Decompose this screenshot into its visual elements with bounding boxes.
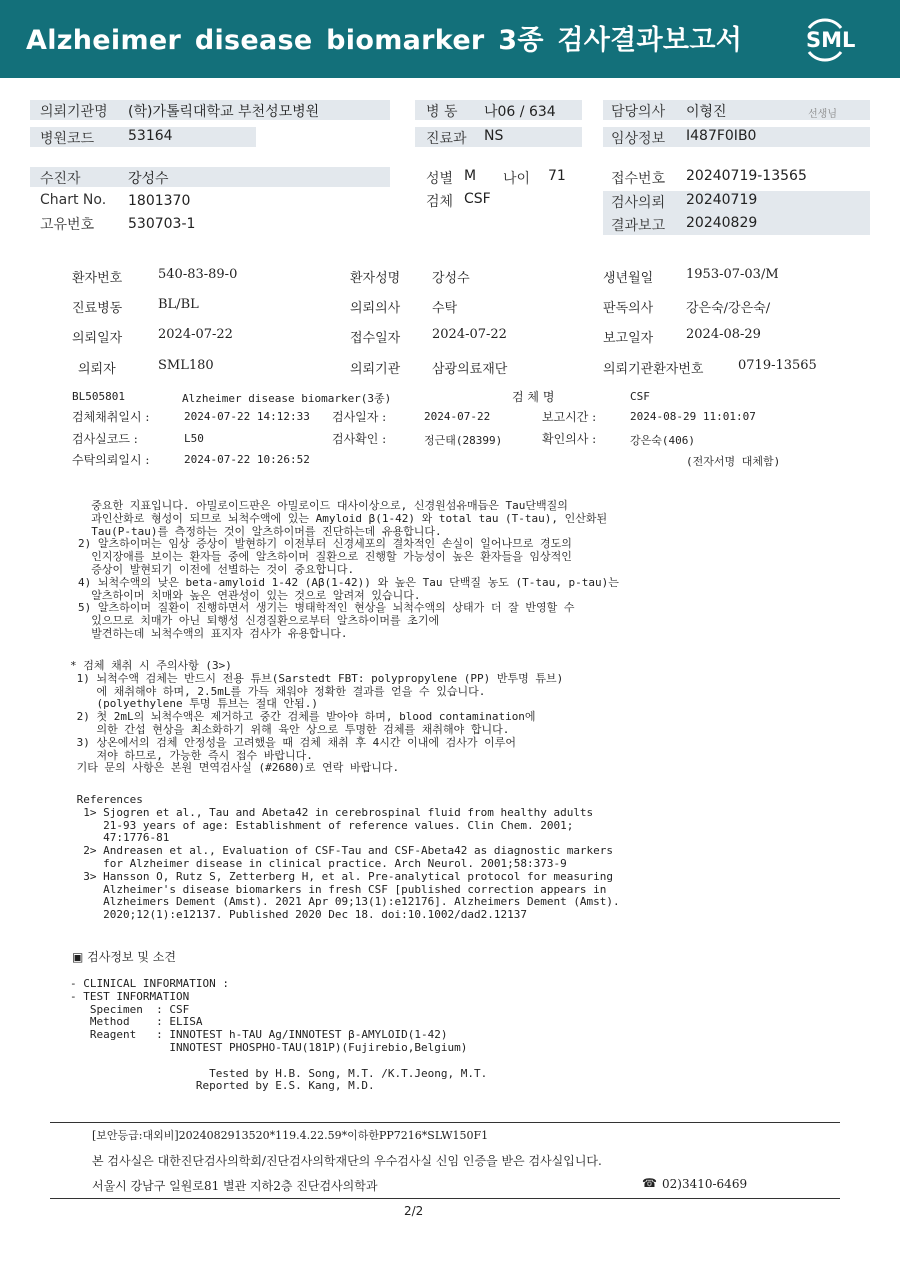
specimen-name-value: CSF xyxy=(630,390,650,403)
uid-value: 530703-1 xyxy=(128,216,196,232)
certification-text: 본 검사실은 대한진단검사의학회/진단검사의학재단의 우수검사실 신임 인증을 받은 검사실입니다. xyxy=(92,1154,602,1168)
age-value: 71 xyxy=(548,168,566,184)
report-time-label: 보고시간 : xyxy=(542,410,597,424)
confirm-label: 검사확인 : xyxy=(332,432,387,446)
pt-value: SML180 xyxy=(158,358,214,373)
specimen-name-label: 검 체 명 xyxy=(512,390,555,404)
test-date-label: 검사일자 : xyxy=(332,410,387,424)
collect-value: 2024-07-22 14:12:33 xyxy=(184,410,310,423)
confirm-doc-value: 강은숙(406) xyxy=(630,434,695,447)
pt-label: 진료병동 xyxy=(72,301,123,316)
specimen-label: 검체 xyxy=(426,194,454,210)
pt-value: 2024-08-29 xyxy=(686,327,761,342)
patient-label: 수진자 xyxy=(40,171,81,187)
patient-value: 강성수 xyxy=(128,171,169,187)
pt-label: 환자성명 xyxy=(350,271,401,286)
pt-value: 540-83-89-0 xyxy=(158,267,238,282)
pt-value: 삼광의료재단 xyxy=(432,362,508,377)
hosp-code-label: 병원코드 xyxy=(40,131,95,147)
ward-value: 나06 / 634 xyxy=(484,104,556,120)
pt-value: 2024-07-22 xyxy=(158,327,233,342)
report-title: Alzheimer disease biomarker 3종 검사결과보고서 xyxy=(26,25,743,56)
pt-label: 의뢰의사 xyxy=(350,301,401,316)
pt-label: 접수일자 xyxy=(350,331,401,346)
dept-label: 진료과 xyxy=(426,131,467,147)
pt-value: 강은숙/강은숙/ xyxy=(686,301,771,316)
chart-value: 1801370 xyxy=(128,193,191,209)
report-date-label: 결과보고 xyxy=(611,218,666,234)
sex-label: 성별 xyxy=(426,171,454,187)
patient-box xyxy=(30,167,390,187)
test-code: BL505801 xyxy=(72,390,125,403)
pt-value: 2024-07-22 xyxy=(432,327,507,342)
confirm-value: 정근태(28399) xyxy=(424,434,503,447)
pt-value: 0719-13565 xyxy=(738,358,817,373)
uid-label: 고유번호 xyxy=(40,217,95,233)
report-time-value: 2024-08-29 11:01:07 xyxy=(630,410,756,423)
specimen-caution-paragraph: * 검체 채취 시 주의사항 (3>) 1) 뇌척수액 검체는 반드시 전용 튜브(Sarstedt FBT: polypropylene (PP) 반투명 튜브) 에 채취해야 하며, 2.5mL를 가득 채워야 정확한 결과를 얻을 수 있습니다. (polyethylene 투명 튜브는 절대 안됨.) 2) 첫 2mL의 뇌척수액은 제거하고 중간 검체를 받아야 하며, blood contamination에 의한 간섭 현상을 최소화하기 위해 육안 상으로 투명한 검체를 채취해야 합니다. 3) 상온에서의 검체 안정성을 고려했을 때 검체 채취 후 4시간 이내에 검사가 이루어 져야 하므로, 가능한 즉시 접수 바랍니다. 기타 문의 사항은 본원 면역검사실 (#2680)로 연락 바랍니다. xyxy=(70,659,564,775)
pt-value: 수탁 xyxy=(432,301,458,316)
doctor-label: 담당의사 xyxy=(611,104,666,120)
req-org-label: 의뢰기관명 xyxy=(40,104,108,120)
clinical-label: 임상정보 xyxy=(611,131,666,147)
security-line: [보안등급:대외비]2024082913520*119.4.22.59*이하한PP7216*SLW150F1 xyxy=(92,1129,489,1142)
report-header xyxy=(0,0,900,78)
pt-label: 의뢰일자 xyxy=(72,331,123,346)
lab-code-value: L50 xyxy=(184,432,204,445)
ward-label: 병 동 xyxy=(426,104,458,120)
logo-text: SML xyxy=(806,28,856,52)
pt-label: 생년월일 xyxy=(603,271,654,286)
pt-value: BL/BL xyxy=(158,297,199,312)
pt-value: 1953-07-03/M xyxy=(686,267,779,282)
req-date-label: 검사의뢰 xyxy=(611,195,666,211)
pt-label: 의뢰자 xyxy=(78,362,116,377)
test-name: Alzheimer disease biomarker(3종) xyxy=(182,392,392,405)
section-title: ▣ 검사정보 및 소견 xyxy=(72,950,176,964)
phone-icon: ☎ xyxy=(642,1176,657,1190)
collect-label: 검체채취일시 : xyxy=(72,410,150,424)
esign-note: (전자서명 대체함) xyxy=(686,455,781,468)
age-label: 나이 xyxy=(503,171,531,187)
pt-value: 강성수 xyxy=(432,271,470,286)
chart-label: Chart No. xyxy=(40,192,107,208)
references-paragraph: References 1> Sjogren et al., Tau and Abeta42 in cerebrospinal fluid from healthy adults 21-93 years of age: Establishment of reference values. Clin Chem. 2001; 47:1776-81 2> Andreasen et al., Evaluation of CSF-Tau and CSF-Abeta42 as diagnostic markers for Alzheimer disease in clinical practice. Arch Neurol. 2001;58:373-9 3> Hansson O, Rutz S, Zetterberg H, et al. Pre-analytical protocol for measuring Alzheimer's disease biomarkers in fresh CSF [published correction appears in Alzheimers Dement (Amst). 2021 Apr 09;13(1):e12176]. Alzheimers Dement (Amst). 2020;12(1):e12137. Published 2020 Dec 18. doi:10.1002/dad2.12137 xyxy=(76,793,620,922)
page-number: 2/2 xyxy=(404,1204,424,1218)
test-information-paragraph: - CLINICAL INFORMATION : - TEST INFORMATION Specimen : CSF Method : ELISA Reagent : INNOTEST h-TAU Ag/INNOTEST β-AMYLOID(1-42) INNOTEST PHOSPHO-TAU(181P)(Fujirebio,Belgium) Tested by H.B. Song, M.T. /K.T.Jeong, M.T. Reported by E.S. Kang, M.D. xyxy=(70,977,488,1093)
receipt-value: 20240719-13565 xyxy=(686,168,807,184)
footer-top-rule xyxy=(50,1122,840,1123)
pt-label: 판독의사 xyxy=(603,301,654,316)
pt-label: 보고일자 xyxy=(603,331,654,346)
report-date-value: 20240829 xyxy=(686,215,758,231)
test-date-value: 2024-07-22 xyxy=(424,410,491,423)
hosp-code-value: 53164 xyxy=(128,128,173,144)
doctor-value: 이형진 xyxy=(686,104,727,120)
sex-value: M xyxy=(464,168,477,184)
pt-label: 의뢰기관환자번호 xyxy=(603,362,704,377)
pt-label: 환자번호 xyxy=(72,271,123,286)
req-date-value: 20240719 xyxy=(686,192,758,208)
clinical-value: I487F0IB0 xyxy=(686,128,757,144)
specimen-value: CSF xyxy=(464,191,491,207)
lab-code-label: 검사실코드 : xyxy=(72,432,138,446)
confirm-doc-label: 확인의사 : xyxy=(542,432,597,446)
req-org-value: (학)가톨릭대학교 부천성모병원 xyxy=(128,104,320,120)
receipt-label: 접수번호 xyxy=(611,171,666,187)
description-paragraph: 중요한 지표입니다. 아밀로이드판은 아밀로이드 대사이상으로, 신경원섬유매듭은 Tau단백질의 과인산화로 형성이 되므로 뇌척수액에 있는 Amyloid β(1-42) 와 total tau (T-tau), 인산화된 Tau(P-tau)를 측정하는 것이 알츠하이머를 진단하는데 유용합니다. 2) 알츠하이머는 임상 증상이 발현하기 이전부터 신경세포의 결차적인 손실이 일어나므로 경도의 인지장애를 보이는 환자들 중에 알츠하이머 질환으로 진행할 가능성이 높은 환자들을 임상적인 증상이 발현되기 이전에 선별하는 것이 중요합니다. 4) 뇌척수액의 낮은 beta-amyloid 1-42 (Aβ(1-42)) 와 높은 Tau 단백질 농도 (T-tau, p-tau)는 알츠하이머 치매와 높은 연관성이 있는 것으로 알려져 있습니다. 5) 알츠하이머 질환이 진행하면서 생기는 병태학적인 현상을 뇌척수액의 상태가 더 잘 반영할 수 있으므로 치매가 아닌 퇴행성 신경질환으로부터 알츠하이머를 초기에 발견하는데 뇌척수액의 표지자 검사가 유용합니다. xyxy=(78,499,619,640)
address-text: 서울시 강남구 일원로81 별관 지하2층 진단검사의학과 xyxy=(92,1179,378,1193)
dept-value: NS xyxy=(484,128,504,144)
consign-label: 수탁의뢰일시 : xyxy=(72,453,150,467)
consign-value: 2024-07-22 10:26:52 xyxy=(184,453,310,466)
footer-bottom-rule xyxy=(50,1198,840,1199)
phone-number: 02)3410-6469 xyxy=(662,1177,748,1191)
doctor-suffix: 선생님 xyxy=(808,109,837,120)
pt-label: 의뢰기관 xyxy=(350,362,401,377)
